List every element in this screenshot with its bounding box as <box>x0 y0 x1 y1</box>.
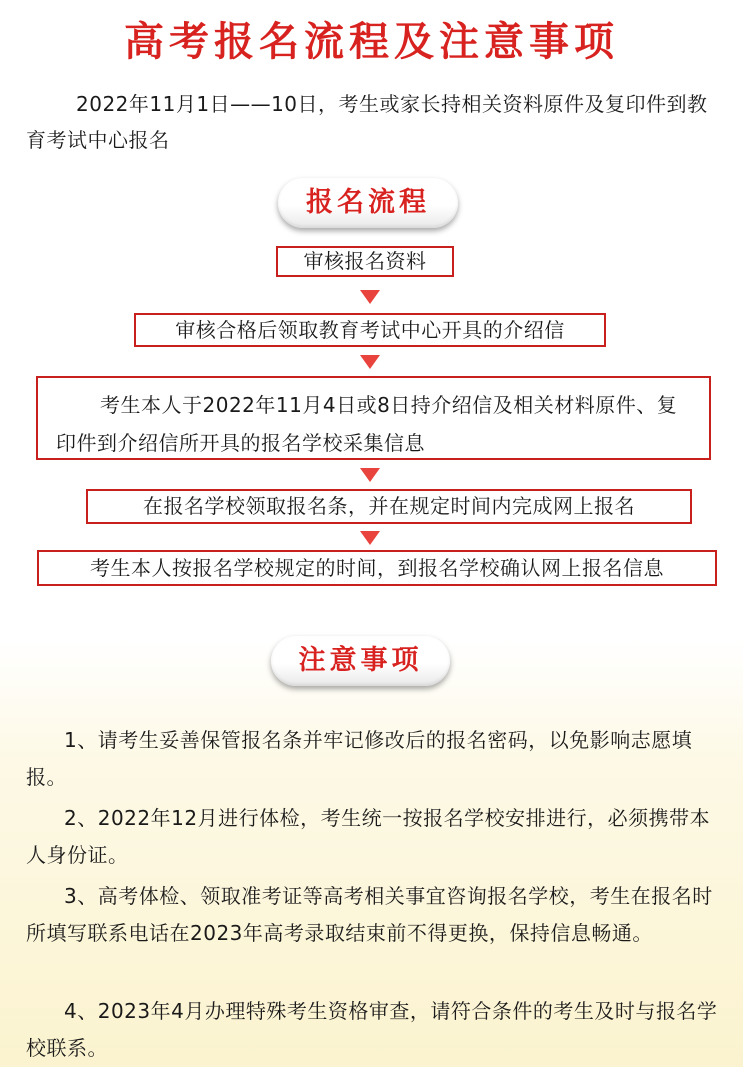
process-heading: 报名流程 <box>278 178 458 228</box>
page-title: 高考报名流程及注意事项 <box>124 19 619 65</box>
notes-heading: 注意事项 <box>271 636 450 686</box>
down-arrow-icon <box>360 355 380 369</box>
process-step-4: 在报名学校领取报名条，并在规定时间内完成网上报名 <box>86 489 692 524</box>
process-step-5: 考生本人按报名学校规定的时间，到报名学校确认网上报名信息 <box>37 550 717 586</box>
note-item-2: 2、2022年12月进行体检，考生统一按报名学校安排进行，必须携带本人身份证。 <box>26 806 711 867</box>
intro-paragraph: 2022年11月1日——10日，考生或家长持相关资料原件及复印件到教育考试中心报名 <box>26 92 708 152</box>
process-step-3: 考生本人于2022年11月4日或8日持介绍信及相关材料原件、复印件到介绍信所开具的报名学校采集信息 <box>36 376 711 460</box>
note-item-4: 4、2023年4月办理特殊考生资格审查，请符合条件的考生及时与报名学校联系。 <box>26 999 718 1060</box>
down-arrow-icon <box>360 290 380 304</box>
down-arrow-icon <box>360 468 380 482</box>
note-item-1: 1、请考生妥善保管报名条并牢记修改后的报名密码，以免影响志愿填报。 <box>26 728 693 789</box>
down-arrow-icon <box>360 531 380 545</box>
process-step-2: 审核合格后领取教育考试中心开具的介绍信 <box>134 313 606 347</box>
note-item-3: 3、高考体检、领取准考证等高考相关事宜咨询报名学校，考生在报名时所填写联系电话在2023年高考录取结束前不得更换，保持信息畅通。 <box>26 884 713 945</box>
process-step-1: 审核报名资料 <box>276 246 454 277</box>
